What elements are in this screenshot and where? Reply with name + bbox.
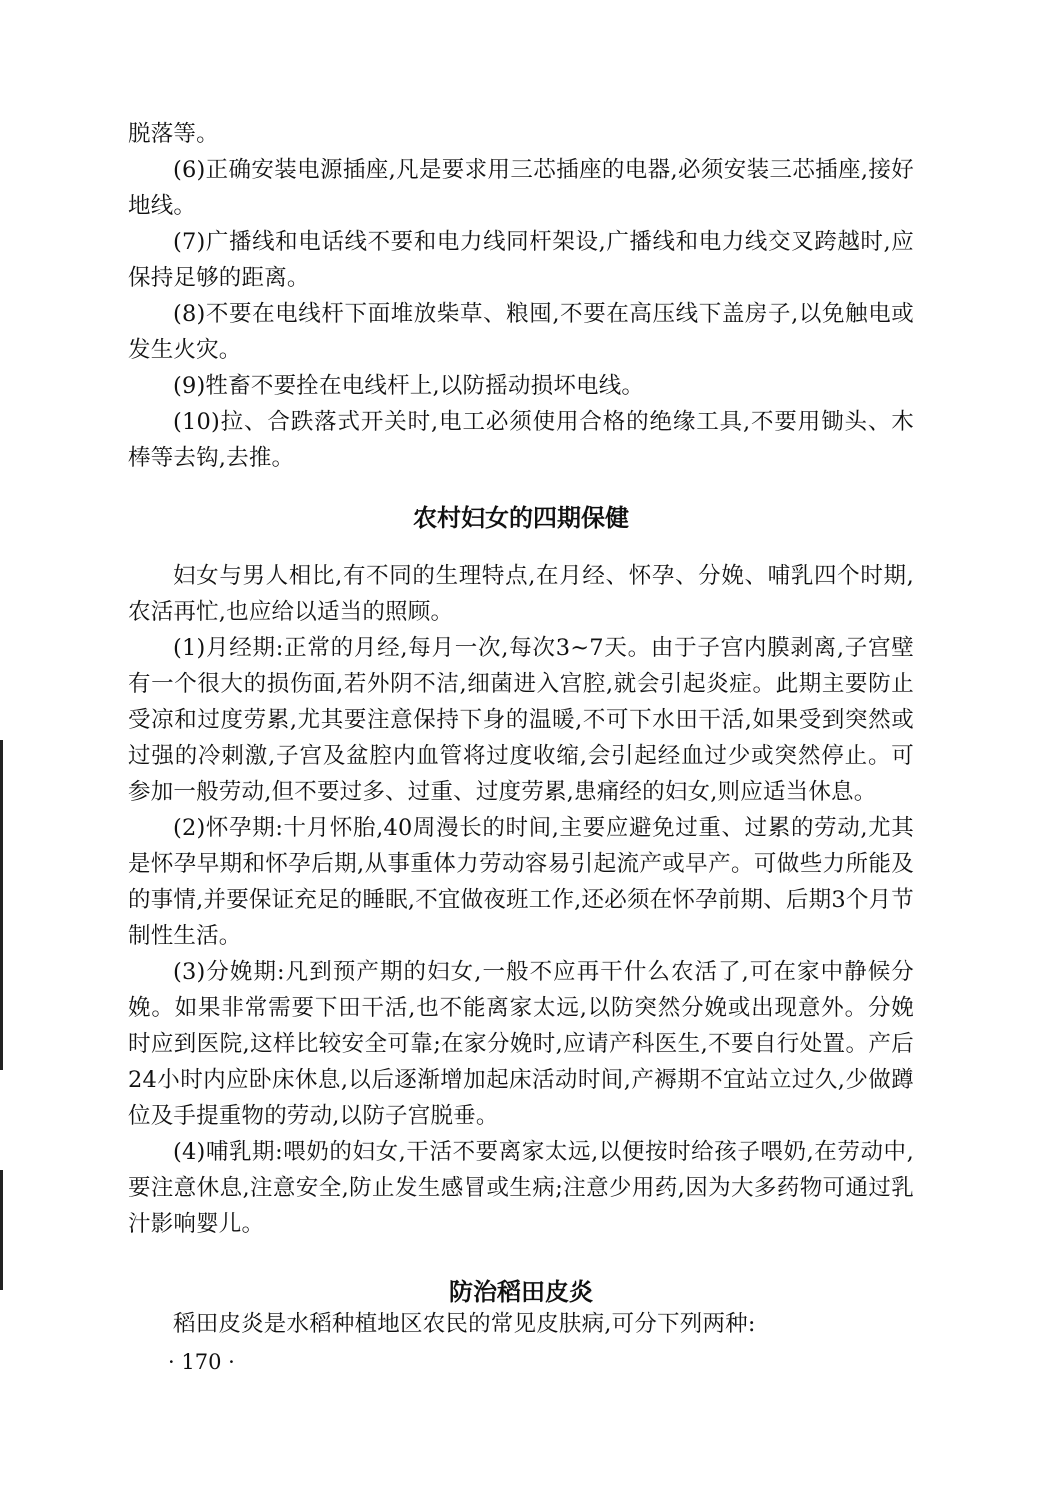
section-title: 农村妇女的四期保健 (413, 504, 629, 532)
paragraph: (10)拉、合跌落式开关时,电工必须使用合格的绝缘工具,不要用锄头、木棒等去钩,去推。 (128, 409, 914, 471)
scan-edge-mark (0, 1170, 3, 1290)
scan-edge-mark (0, 740, 3, 1070)
paragraph: (4)哺乳期:喂奶的妇女,干活不要离家太远,以便按时给孩子喂奶,在劳动中,要注意休息,注意安全,防止发生感冒或生病;注意少用药,因为大多药物可通过乳汁影响婴儿。 (128, 1139, 914, 1237)
paragraph: (1)月经期:正常的月经,每月一次,每次3~7天。由于子宫内膜剥离,子宫壁有一个很大的损伤面,若外阴不洁,细菌进入宫腔,就会引起炎症。此期主要防止受凉和过度劳累,尤其要注意保持下身的温暖,不可下水田干活,如果受到突然或过强的冷刺激,子宫及盆腔内血管将过度收缩,会引起经血过少或突然停止。可参加一般劳动,但不要过多、过重、过度劳累,患痛经的妇女,则应适当休息。 (128, 635, 914, 805)
section-title: 防治稻田皮炎 (449, 1278, 593, 1306)
section-body-2 (128, 1306, 914, 1342)
page-number: · 170 · (168, 1350, 235, 1374)
top-text-block (128, 116, 914, 476)
paragraph: (8)不要在电线杆下面堆放柴草、粮囤,不要在高压线下盖房子,以免触电或发生火灾。 (128, 301, 914, 363)
paragraph: (9)牲畜不要拴在电线杆上,以防摇动损坏电线。 (173, 373, 645, 399)
paragraph: 脱落等。 (128, 121, 219, 147)
paragraph: 稻田皮炎是水稻种植地区农民的常见皮肤病,可分下列两种: (173, 1311, 756, 1337)
paragraph: (2)怀孕期:十月怀胎,40周漫长的时间,主要应避免过重、过累的劳动,尤其是怀孕早期和怀孕后期,从事重体力劳动容易引起流产或早产。可做些力所能及的事情,并要保证充足的睡眠,不宜做夜班工作,还必须在怀孕前期、后期3个月节制性生活。 (128, 815, 914, 949)
paragraph: (7)广播线和电话线不要和电力线同杆架设,广播线和电力线交叉跨越时,应保持足够的距离。 (128, 229, 914, 291)
paragraph: 妇女与男人相比,有不同的生理特点,在月经、怀孕、分娩、哺乳四个时期,农活再忙,也应给以适当的照顾。 (128, 563, 914, 625)
paragraph: (6)正确安装电源插座,凡是要求用三芯插座的电器,必须安装三芯插座,接好地线。 (128, 157, 914, 219)
paragraph: (3)分娩期:凡到预产期的妇女,一般不应再干什么农活了,可在家中静候分娩。如果非常需要下田干活,也不能离家太远,以防突然分娩或出现意外。分娩时应到医院,这样比较安全可靠;在家分娩时,应请产科医生,不要自行处置。产后24小时内应卧床休息,以后逐渐增加起床活动时间,产褥期不宜站立过久,少做蹲位及手提重物的劳动,以防子宫脱垂。 (128, 959, 914, 1129)
section-body (128, 558, 914, 1242)
